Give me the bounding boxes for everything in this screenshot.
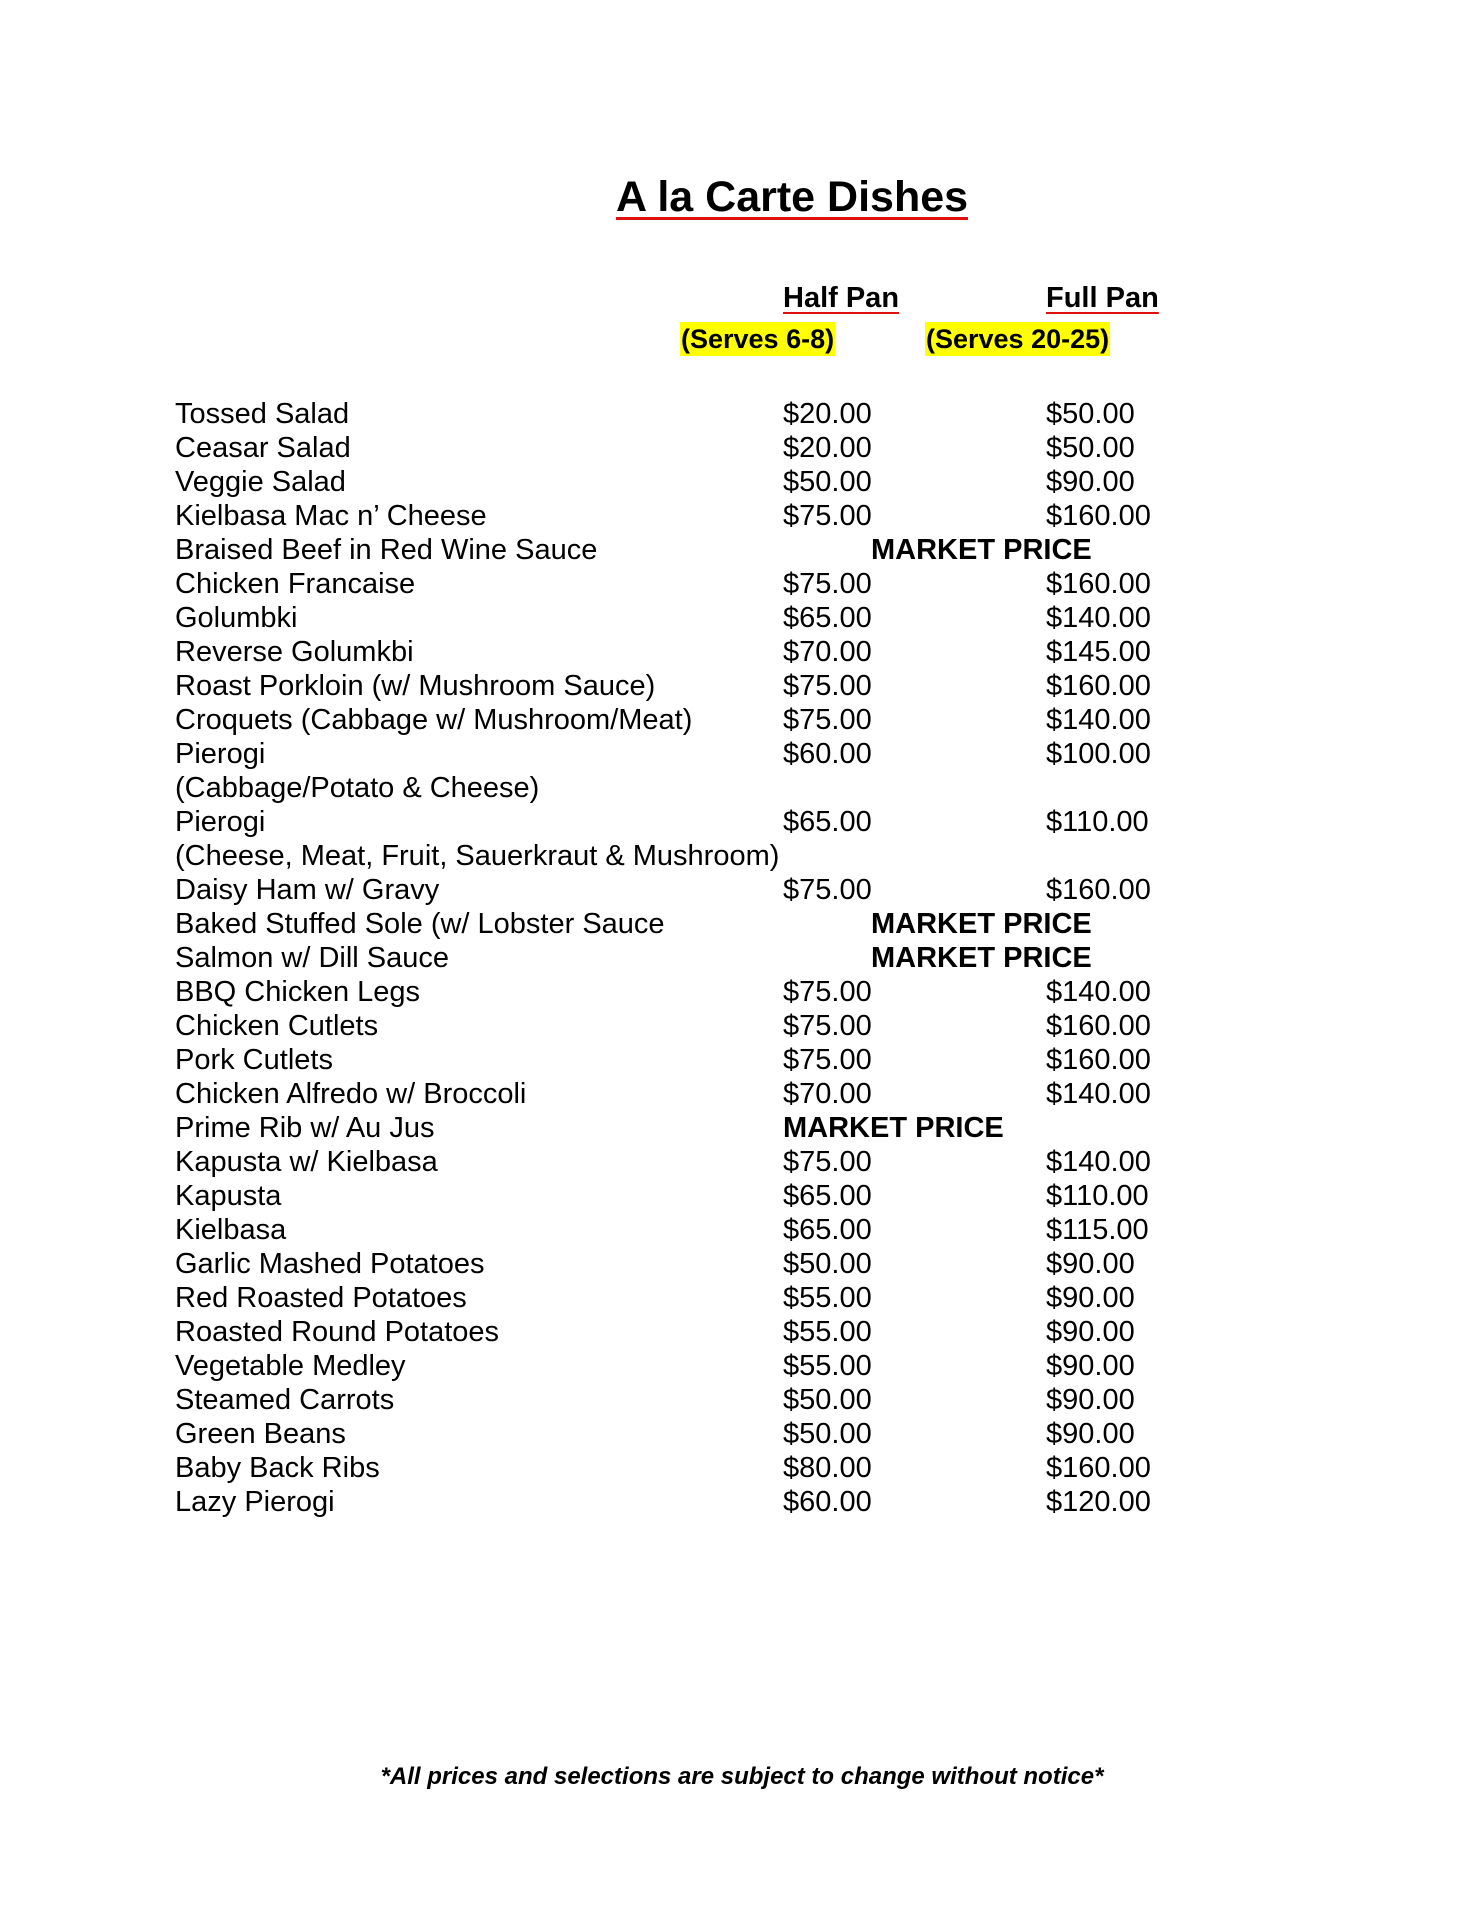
menu-row <box>175 1213 1175 1247</box>
dish-name: (Cheese, Meat, Fruit, Sauerkraut & Mushroom) <box>175 840 780 872</box>
full-pan-price: $160.00 <box>1046 874 1151 906</box>
full-pan-price: $90.00 <box>1046 1350 1135 1382</box>
dish-name: Baby Back Ribs <box>175 1452 380 1484</box>
full-pan-price: $90.00 <box>1046 466 1135 498</box>
menu-row <box>175 873 1175 907</box>
half-pan-price: $75.00 <box>783 1044 872 1076</box>
market-price: MARKET PRICE <box>871 534 1092 566</box>
dish-name: Kielbasa Mac n’ Cheese <box>175 500 487 532</box>
menu-row <box>175 1485 1175 1519</box>
half-pan-header: Half Pan <box>783 282 900 314</box>
half-pan-price: $75.00 <box>783 976 872 1008</box>
full-pan-header: Full Pan <box>1046 282 1159 314</box>
menu-row <box>175 907 1175 941</box>
market-price: MARKET PRICE <box>783 1112 1004 1144</box>
menu-row <box>175 805 1175 839</box>
half-pan-serves: (Serves 6-8) <box>681 324 835 354</box>
menu-row <box>175 1281 1175 1315</box>
half-pan-price: $55.00 <box>783 1282 872 1314</box>
half-pan-price: $65.00 <box>783 602 872 634</box>
half-pan-price: $70.00 <box>783 1078 872 1110</box>
full-pan-price: $90.00 <box>1046 1384 1135 1416</box>
half-pan-price: $55.00 <box>783 1316 872 1348</box>
dish-name: Chicken Francaise <box>175 568 416 600</box>
full-pan-price: $160.00 <box>1046 1010 1151 1042</box>
menu-row <box>175 1315 1175 1349</box>
dish-name: Chicken Cutlets <box>175 1010 379 1042</box>
full-pan-price: $50.00 <box>1046 432 1135 464</box>
dish-name: Baked Stuffed Sole (w/ Lobster Sauce <box>175 908 665 940</box>
half-pan-price: $75.00 <box>783 1010 872 1042</box>
full-pan-price: $120.00 <box>1046 1486 1151 1518</box>
menu-row <box>175 1417 1175 1451</box>
dish-name: Chicken Alfredo w/ Broccoli <box>175 1078 527 1110</box>
menu-row <box>175 397 1175 431</box>
dish-name: Kapusta w/ Kielbasa <box>175 1146 438 1178</box>
full-pan-price: $100.00 <box>1046 738 1151 770</box>
full-pan-price: $160.00 <box>1046 568 1151 600</box>
menu-row <box>175 533 1175 567</box>
dish-name: Croquets (Cabbage w/ Mushroom/Meat) <box>175 704 693 736</box>
menu-row <box>175 1145 1175 1179</box>
half-pan-price: $65.00 <box>783 1214 872 1246</box>
full-pan-price: $160.00 <box>1046 1452 1151 1484</box>
half-pan-price: $50.00 <box>783 1384 872 1416</box>
half-pan-price: $75.00 <box>783 500 872 532</box>
menu-row <box>175 941 1175 975</box>
menu-row <box>175 1383 1175 1417</box>
market-price: MARKET PRICE <box>871 942 1092 974</box>
menu-table <box>175 397 1175 1519</box>
menu-row <box>175 771 1175 805</box>
dish-name: Pork Cutlets <box>175 1044 333 1076</box>
half-pan-price: $50.00 <box>783 1418 872 1450</box>
market-price: MARKET PRICE <box>871 908 1092 940</box>
menu-row <box>175 1349 1175 1383</box>
dish-name: Vegetable Medley <box>175 1350 406 1382</box>
full-pan-price: $140.00 <box>1046 602 1151 634</box>
half-pan-price: $75.00 <box>783 704 872 736</box>
dish-name: Reverse Golumkbi <box>175 636 414 668</box>
full-pan-price: $110.00 <box>1046 806 1149 838</box>
dish-name: Daisy Ham w/ Gravy <box>175 874 440 906</box>
menu-row <box>175 567 1175 601</box>
half-pan-price: $75.00 <box>783 568 872 600</box>
full-pan-price: $145.00 <box>1046 636 1151 668</box>
full-pan-price: $90.00 <box>1046 1418 1135 1450</box>
half-pan-price: $20.00 <box>783 432 872 464</box>
dish-name: Tossed Salad <box>175 398 350 430</box>
menu-row <box>175 1043 1175 1077</box>
full-pan-price: $140.00 <box>1046 976 1151 1008</box>
half-pan-price: $20.00 <box>783 398 872 430</box>
half-pan-price: $75.00 <box>783 874 872 906</box>
full-pan-price: $140.00 <box>1046 1146 1151 1178</box>
menu-row <box>175 669 1175 703</box>
menu-row <box>175 1451 1175 1485</box>
dish-name: Steamed Carrots <box>175 1384 395 1416</box>
dish-name: Golumbki <box>175 602 298 634</box>
dish-name: Roast Porkloin (w/ Mushroom Sauce) <box>175 670 656 702</box>
full-pan-price: $160.00 <box>1046 670 1151 702</box>
half-pan-price: $70.00 <box>783 636 872 668</box>
full-pan-price: $110.00 <box>1046 1180 1149 1212</box>
dish-name: Braised Beef in Red Wine Sauce <box>175 534 598 566</box>
half-pan-price: $50.00 <box>783 1248 872 1280</box>
half-pan-price: $55.00 <box>783 1350 872 1382</box>
menu-row <box>175 703 1175 737</box>
full-pan-price: $50.00 <box>1046 398 1135 430</box>
menu-row <box>175 1247 1175 1281</box>
dish-name: Garlic Mashed Potatoes <box>175 1248 485 1280</box>
dish-name: Pierogi <box>175 738 266 770</box>
dish-name: Lazy Pierogi <box>175 1486 335 1518</box>
half-pan-price: $65.00 <box>783 806 872 838</box>
half-pan-price: $75.00 <box>783 670 872 702</box>
full-pan-price: $140.00 <box>1046 704 1151 736</box>
dish-name: Green Beans <box>175 1418 346 1450</box>
full-pan-price: $140.00 <box>1046 1078 1151 1110</box>
dish-name: Kielbasa <box>175 1214 287 1246</box>
dish-name: Veggie Salad <box>175 466 346 498</box>
menu-row <box>175 1111 1175 1145</box>
dish-name: (Cabbage/Potato & Cheese) <box>175 772 540 804</box>
menu-row <box>175 635 1175 669</box>
full-pan-price: $115.00 <box>1046 1214 1149 1246</box>
half-pan-price: $60.00 <box>783 738 872 770</box>
full-pan-price: $90.00 <box>1046 1316 1135 1348</box>
dish-name: Kapusta <box>175 1180 282 1212</box>
half-pan-price: $80.00 <box>783 1452 872 1484</box>
dish-name: Pierogi <box>175 806 266 838</box>
full-pan-price: $90.00 <box>1046 1248 1135 1280</box>
menu-row <box>175 1077 1175 1111</box>
menu-row <box>175 1179 1175 1213</box>
page-title: A la Carte Dishes <box>615 173 969 221</box>
menu-row <box>175 465 1175 499</box>
half-pan-price: $60.00 <box>783 1486 872 1518</box>
dish-name: Roasted Round Potatoes <box>175 1316 500 1348</box>
menu-row <box>175 737 1175 771</box>
half-pan-price: $50.00 <box>783 466 872 498</box>
menu-row <box>175 499 1175 533</box>
dish-name: Prime Rib w/ Au Jus <box>175 1112 435 1144</box>
menu-row <box>175 601 1175 635</box>
menu-row <box>175 975 1175 1009</box>
full-pan-serves: (Serves 20-25) <box>926 324 1110 354</box>
footnote: *All prices and selections are subject to change without notice* <box>380 1763 1104 1790</box>
half-pan-price: $65.00 <box>783 1180 872 1212</box>
dish-name: Red Roasted Potatoes <box>175 1282 467 1314</box>
menu-row <box>175 1009 1175 1043</box>
full-pan-price: $160.00 <box>1046 1044 1151 1076</box>
menu-row <box>175 839 1175 873</box>
dish-name: BBQ Chicken Legs <box>175 976 421 1008</box>
dish-name: Salmon w/ Dill Sauce <box>175 942 449 974</box>
menu-row <box>175 431 1175 465</box>
half-pan-price: $75.00 <box>783 1146 872 1178</box>
dish-name: Ceasar Salad <box>175 432 351 464</box>
full-pan-price: $90.00 <box>1046 1282 1135 1314</box>
full-pan-price: $160.00 <box>1046 500 1151 532</box>
